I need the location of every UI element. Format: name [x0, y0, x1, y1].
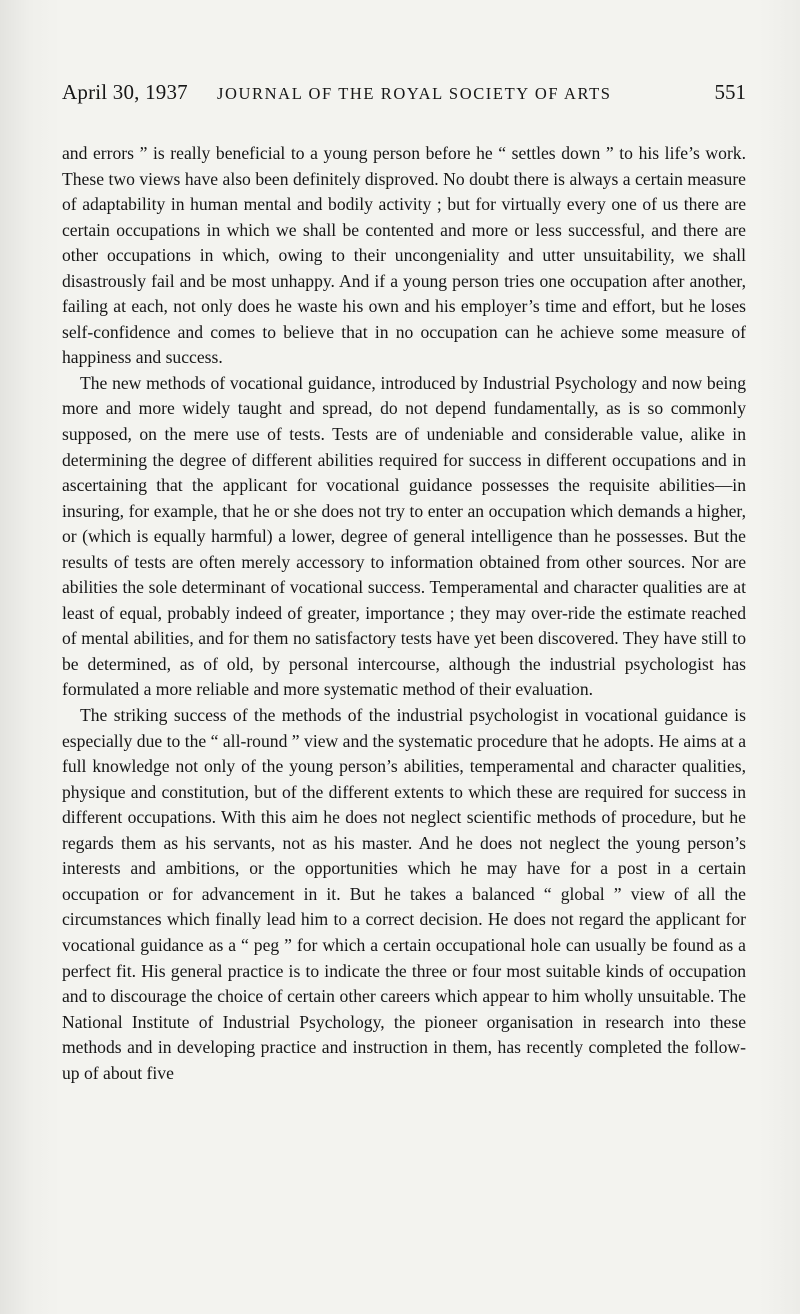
header-date: April 30, 1937 [62, 80, 188, 104]
paragraph-striking-success: The striking success of the methods of the industrial psychologist in vocational guidance is especially due to the “ all-round ” view and the systematic procedure that he adopts. He aims at a full knowledge not only of the young person’s abilities, temperamental and character qualities, physique and constitution, but of the different extents to which these are required for success in different occupations. With this aim he does not neglect scientific methods of procedure, but he regards them as his servants, not as his master. And he does not neglect the young person’s interests and ambitions, or the opportunities which he may have for a post in a certain occupation or for advancement in it. But he takes a balanced “ global ” view of all the circumstances which finally lead him to a correct decision. He does not regard the applicant for vocational guidance as a “ peg ” for which a certain occupational hole can usually be found as a perfect fit. His general practice is to indicate the three or four most suitable kinds of occupation and to discourage the choice of certain other careers which appear to him wholly unsuitable. The National Institute of Industrial Psychology, the pioneer organisation in research into these methods and in developing practice and instruction in them, has recently completed the follow-up of about five [62, 705, 746, 1083]
paragraph-vocational-guidance-methods: The new methods of vocational guidance, introduced by Industrial Psychology and now being more and more widely taught and spread, do not depend fundamentally, as is so commonly supposed, on the mere use of tests. Tests are of undeniable and considerable value, alike in determining the degree of different abilities required for success in different occupations and in ascertaining that the applicant for vocational guidance possesses the requisite abilities—in insuring, for example, that he or she does not try to enter an occupation which demands a higher, or (which is equally harmful) a lower, degree of general intelligence than he possesses. But the results of tests are often merely accessory to information obtained from other sources. Nor are abilities the sole determinant of vocational success. Temperamental and character qualities are at least of equal, probably indeed of greater, importance ; they may over-ride the estimate reached of mental abilities, and for them no satisfactory tests have yet been discovered. They have still to be determined, as of old, by personal intercourse, although the industrial psychologist has formulated a more reliable and more systematic method of their evaluation. [62, 372, 746, 700]
header-journal-title: JOURNAL OF THE ROYAL SOCIETY OF ARTS [217, 84, 612, 103]
page-number: 551 [714, 80, 746, 104]
running-header [62, 80, 746, 112]
paragraph-continued: and errors ” is really beneficial to a young person before he “ settles down ” to his life’s work. These two views have also been definitely disproved. No doubt there is always a certain measure of adaptability in human mental and bodily activity ; but for virtually every one of us there are certain occupations in which we shall be contented and more or less successful, and there are other occupations in which, owing to their uncongeniality and utter unsuitability, we shall disastrously fail and be most unhappy. And if a young person tries one occupation after another, failing at each, not only does he waste his own and his employer’s time and effort, but he loses self-confidence and comes to believe that in no occupation can he achieve some measure of happiness and success. [62, 143, 746, 368]
article-body [62, 141, 746, 1086]
